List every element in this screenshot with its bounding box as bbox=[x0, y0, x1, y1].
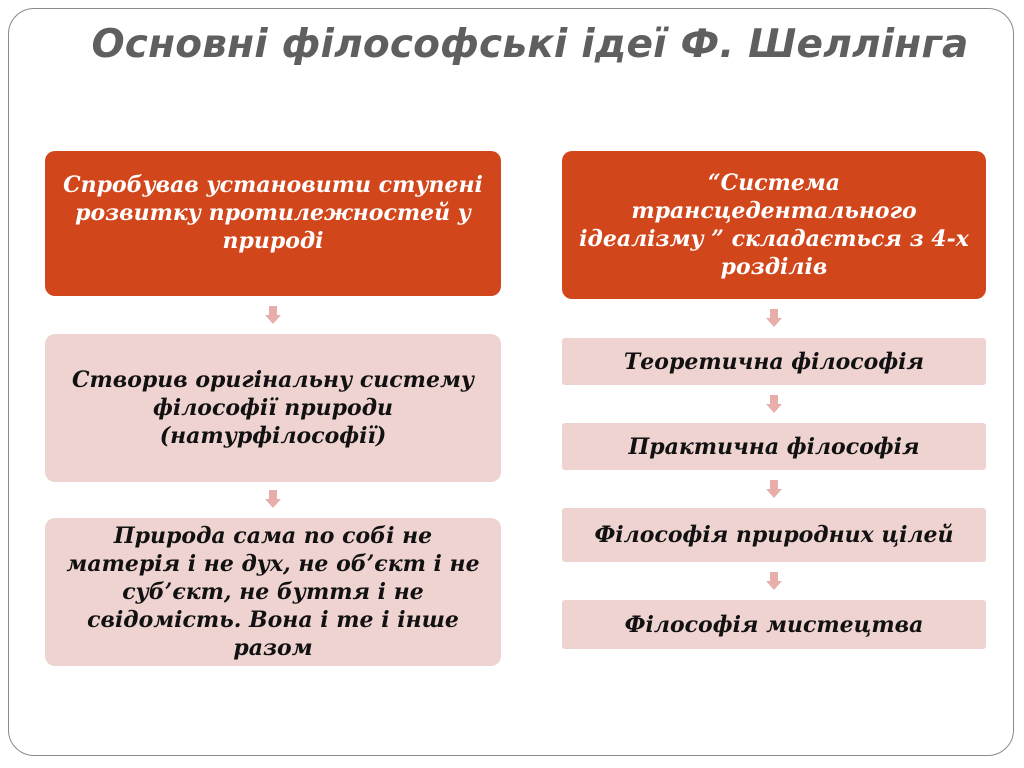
right-header-text: “Система трансцедентального ідеалізму ” складається з 4-х розділів bbox=[579, 170, 969, 280]
section-label: Практична філософія bbox=[628, 433, 920, 460]
left-box-1 bbox=[45, 151, 501, 296]
down-arrow-icon bbox=[766, 395, 782, 413]
down-arrow-icon bbox=[766, 309, 782, 327]
down-arrow-icon bbox=[265, 490, 281, 508]
section-label: Філософія мистецтва bbox=[624, 611, 924, 638]
down-arrow-icon bbox=[766, 572, 782, 590]
section-box-theoretical bbox=[562, 338, 986, 385]
section-box-art bbox=[562, 600, 986, 649]
down-arrow-icon bbox=[766, 480, 782, 498]
left-box-3-text: Природа сама по собі не матерія і не дух, не об’єкт і не суб’єкт, не буття і не свідомість. Вона і те і інше разом bbox=[66, 523, 480, 661]
left-box-2-text: Створив оригінальну систему філософії природи (натурфілософії) bbox=[71, 367, 475, 449]
section-label: Філософія природних цілей bbox=[594, 522, 954, 548]
section-box-natural-goals bbox=[562, 508, 986, 562]
down-arrow-icon bbox=[265, 306, 281, 324]
left-box-3 bbox=[45, 518, 501, 666]
section-label: Теоретична філософія bbox=[623, 348, 925, 375]
section-box-practical bbox=[562, 423, 986, 470]
slide-title: Основні філософські ідеї Ф. Шеллінга bbox=[91, 22, 969, 67]
right-header-box bbox=[562, 151, 986, 299]
left-box-1-text: Спробував установити ступені розвитку протилежностей у природі bbox=[63, 172, 483, 254]
left-box-2 bbox=[45, 334, 501, 482]
